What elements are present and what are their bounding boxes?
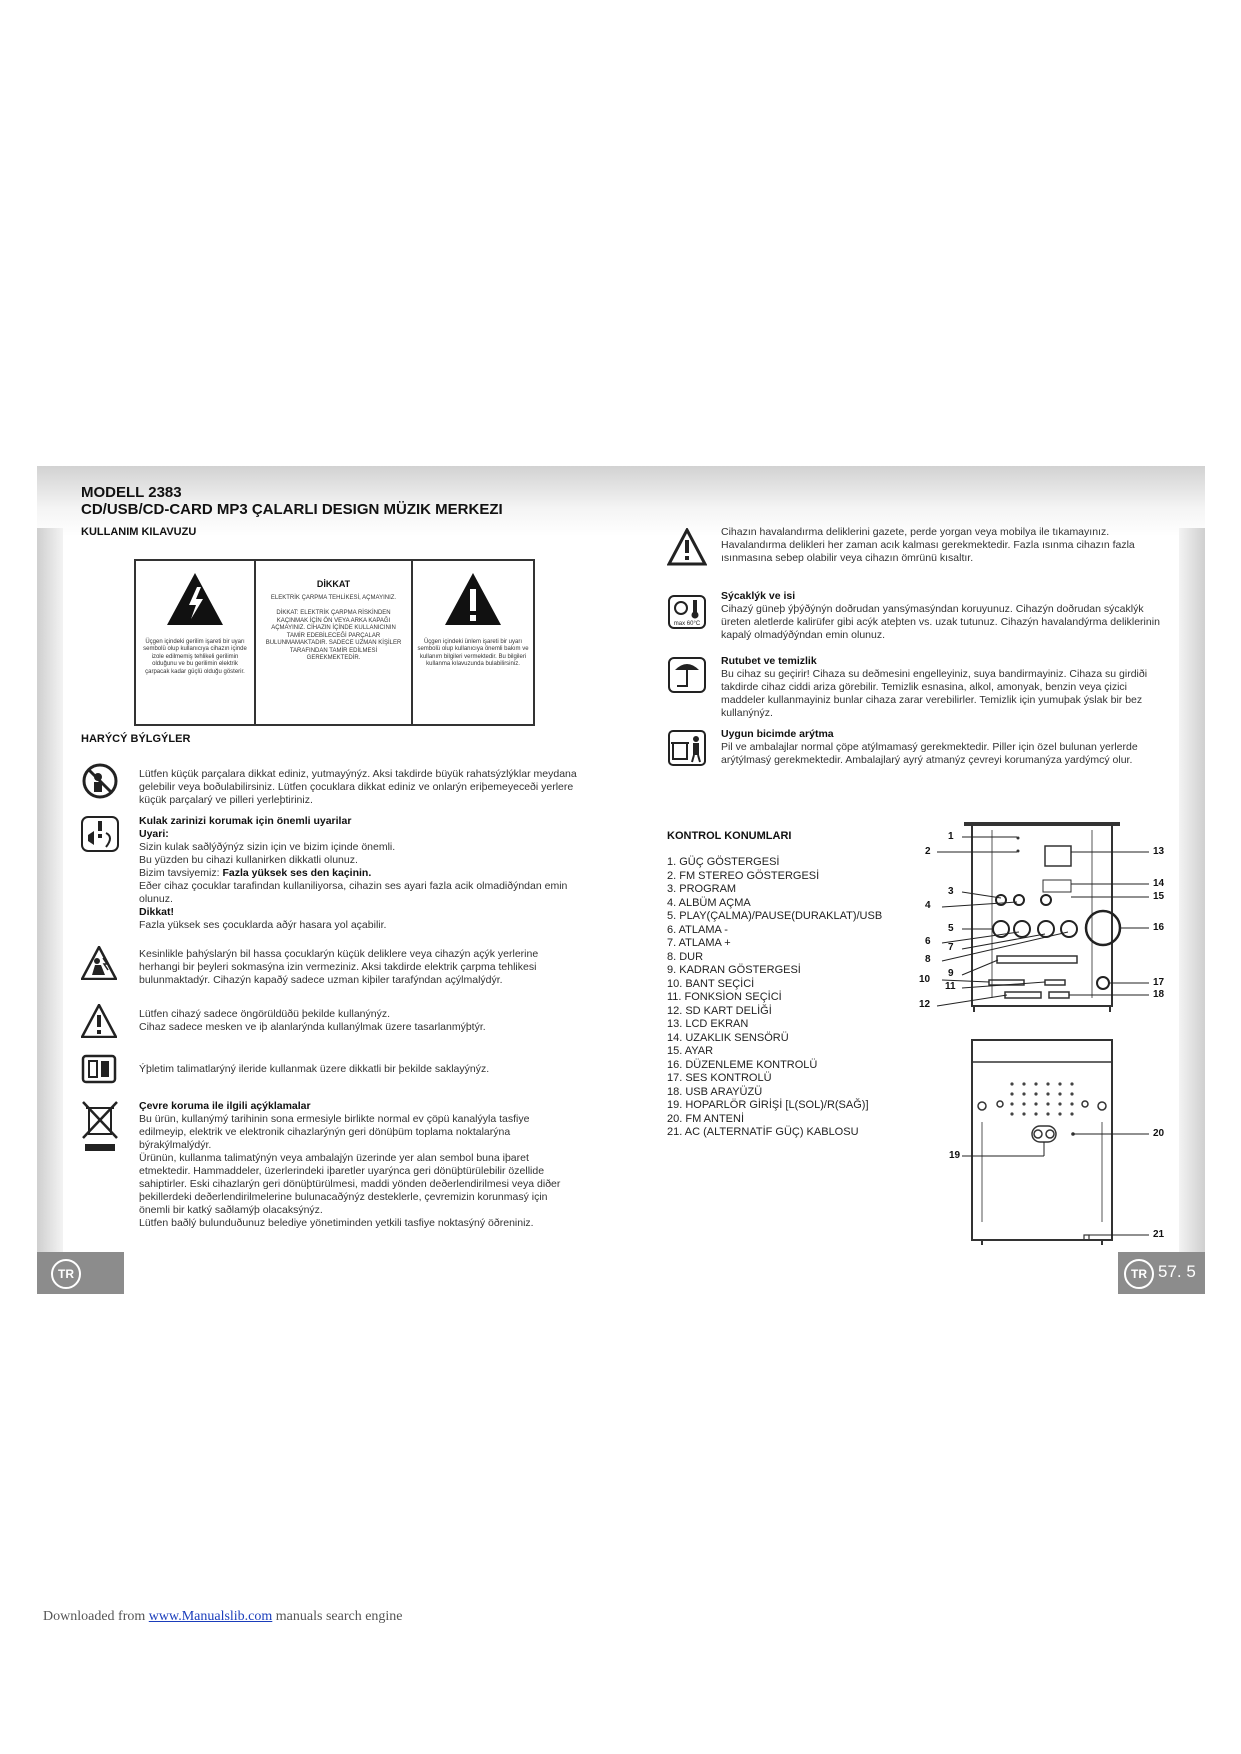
control-item: 19. HOPARLÖR GİRİŞİ [L(SOL)/R(SAĞ)] [667,1099,869,1111]
disposal-text: Pil ve ambalajlar normal çöpe atýlmamasý gerekmektedir. Piller için özel bulunan yerlerde arýtýlmasý gerekmektedir. Ambalajlarý ayrý atmanýz çevreyi korumanýza yardýmcý olur. [721,741,1138,766]
intended-use-line-1: Lütfen cihazý sadece öngörüldüðü þekilde kullanýnýz. [139,1008,391,1020]
front-view-diagram [937,822,1149,1012]
controls-list [667,856,882,1140]
callout-19: 19 [949,1150,961,1161]
keep-manual-text: Ýþletim talimatlarýný ileride kullanmak üzere dikkatli bir þekilde saklayýnýz. [139,1063,490,1075]
warning-box [134,559,535,726]
warning-title: DİKKAT [316,579,351,589]
tr-badge-right: TR [1124,1259,1154,1289]
ear-warning-uyari: Uyari: [139,828,169,840]
back-view-diagram [962,1040,1149,1245]
callout-4: 4 [925,900,931,911]
right-margin-strip [1179,528,1205,1258]
ear-line-1: Sizin kulak saðlýðýnýz sizin için ve bizim içinde önemli. [139,841,396,853]
humidity-title: Rutubet ve temizlik [721,655,817,667]
control-item: 3. PROGRAM [667,883,737,895]
control-item: 1. GÜÇ GÖSTERGESİ [667,856,780,868]
control-item: 17. SES KONTROLÜ [667,1072,772,1084]
control-item: 16. DÜZENLEME KONTROLÜ [667,1058,818,1071]
environment-title: Çevre koruma ile ilgili açýklamalar [139,1100,311,1112]
callout-13: 13 [1153,846,1165,857]
model-title: MODELL 2383 [81,484,182,501]
warning-mid-line2: DİKKAT: ELEKTRİK ÇARPMA RİSKİNDEN KAÇINMAK İÇİN ÖN VEYA ARKA KAPAĞI AÇMAYINIZ. CİHAZIN İÇİNDE KULLANICININ TAMİR EDEBİLECEĞİ PARÇALAR BULUNMAMAKTADIR. SADECE UZMAN KİŞİLER TARAFINDAN TAMİR EDİLMESİ GEREKMEKTEDİR. [265,610,402,661]
intended-use-line-2: Cihaz sadece mesken ve iþ alanlarýnda kullanýlmak üzere tasarlanmýþtýr. [139,1021,486,1033]
footer-suffix: manuals search engine [272,1609,403,1624]
info-heading: HARÝCÝ BÝLGÝLER [81,733,191,745]
left-page-badge-bar [37,1252,124,1294]
warning-cell-left [136,561,256,724]
weee-bin-icon [81,1098,119,1154]
control-item: 8. DUR [667,950,704,963]
openings-text: Kesinlikle þahýslarýn bil hassa çocuklarýn küçük deliklere veya cihazýn açýk yerlerine herhangi bir þeyleri sokmasýna izin vermeziniz. Aksi takdirde elektrik çarpma tehlikesi bulunmaktadýr. Cihazýn kapaðý sadece uzman kiþiler tarafýndan açýlmalýdýr. [139,948,539,986]
heat-text: Cihazý güneþ ýþýðýnýn doðrudan yansýmasýndan koruyunuz. Cihazýn doðrudan sýcaklýk üreten aletlerde kalirüfer gibi acýk ateþten vs. uzak tutunuz. Cihazýn havalandýrma deliklerinin kapalý olmadýðýndan emin olunuz. [721,603,1160,641]
environment-block [139,1100,579,1230]
small-parts-text: Lütfen küçük parçalara dikkat ediniz, yutmayýnýz. Aksi takdirde büyük rahatsýzlýklar meydana gelebilir veya boðulabilirsiniz. Lütfen çocuklara dikkat ediniz ve onlarýn eriþemeyeceði yerlere küçük parçalarý ve pilleri yerleþtiriniz. [139,768,577,806]
usage-heading: KULLANIM KILAVUZU [81,526,197,538]
environment-text-2: Ürünün, kullanma talimatýnýn veya ambalajýn üzerinde yer alan sembol buna iþaret etmektedir. Hammaddeler, üzerlerindeki iþaretler uyarýnca geri dönüþtürülebilir özellide sahiptirler. Eski cihazlarýn geri dönüþtürülmesi, maddi yönden deðerlendirilmesi veya diðer þekillerdeki deðerlendirilmelerine bulunacaðýnýz desteklerle, çevremizin korunmasý için önemli bir katký saðlamýþ olacaksýnýz. [139,1152,561,1216]
control-item: 13. LCD EKRAN [667,1018,749,1030]
control-item: 4. ALBÜM AÇMA [667,896,751,909]
download-footer [43,1609,403,1625]
temperature-icon [667,594,707,630]
warning-mid-line1: ELEKTRİK ÇARPMA TEHLİKESİ, AÇMAYINIZ. [270,594,397,601]
warning-left-text: Üçgen içindeki gerilim işareti bir uyarı sembolü olup kullanıcıya cihazın içinde izole edilmemiş tehlikeli gerilimin olduğunu ve bu gerilimin elektrik çarpacak kadar güçlü olduğu gösterir. [143,638,247,675]
control-item: 10. BANT SEÇİCİ [667,977,755,990]
callout-10: 10 [919,974,931,985]
callout-21: 21 [1153,1229,1165,1240]
footer-prefix: Downloaded from [43,1609,149,1624]
ear-warning-dikkat: Dikkat! [139,906,175,918]
exclamation-warning-icon [443,571,503,627]
ventilation-text: Cihazın havalandırma deliklerini gazete, perde yorgan veya mobilya ile tıkamayınız. Havalandırma delikleri her zaman acık kalması gerekmektedir. Fazla ısınma cihazın fazla ısınmasına sebep olabilir veya cihazın ömrünü kısaltır. [721,526,1135,564]
control-item: 5. PLAY(ÇALMA)/PAUSE(DURAKLAT)/USB [667,910,883,922]
callout-8: 8 [925,954,931,965]
control-item: 6. ATLAMA - [667,923,728,936]
ear-line-5: Fazla yüksek ses çocuklarda aðýr hasara yol açabilir. [139,919,387,931]
environment-text-1: Bu ürün, kullanýmý tarihinin sona ermesiyle birlikte normal ev çöpü kanalýyla tasfiye edilmeyip, elektrik ve elektronik cihazlarýnýn geri dönüþüm toplama noktalarýna býrakýlmalýdýr. [139,1113,530,1151]
electric-hazard-child-icon [81,946,117,980]
control-item: 2. FM STEREO GÖSTERGESİ [667,869,820,882]
callout-20: 20 [1153,1128,1165,1139]
callout-2: 2 [925,846,931,857]
environment-text-3: Lütfen baðlý bulunduðunuz belediye yönetiminden yetkili tasfiye noktasýný öðreniniz. [139,1217,534,1229]
ear-line-4: Eðer cihaz çocuklar tarafindan kullaniliyorsa, cihazin ses ayari fazla acik olmadiðýndan emin olunuz. [139,880,568,905]
control-item: 11. FONKSİON SEÇİCİ [667,991,782,1003]
callout-14: 14 [1153,878,1165,889]
disposal-block [721,728,1161,767]
heat-title: Sýcaklýk ve isi [721,590,796,602]
callout-9: 9 [948,968,954,979]
caution-triangle-icon [81,1004,117,1038]
heat-block [721,590,1161,642]
callout-16: 16 [1153,922,1165,933]
lightning-warning-icon [165,571,225,627]
control-item: 7. ATLAMA + [667,937,731,949]
ear-warning-icon [80,815,120,853]
callout-12: 12 [919,999,931,1010]
callout-18: 18 [1153,989,1165,1000]
control-item: 21. AC (ALTERNATİF GÜÇ) KABLOSU [667,1126,859,1138]
control-item: 12. SD KART DELİĞİ [667,1004,772,1017]
left-margin-strip [37,528,63,1258]
control-item: 18. USB ARAYÜZÜ [667,1085,763,1098]
manual-spread [37,466,1205,1299]
no-small-parts-icon [81,762,119,800]
ear-warning-block [139,815,579,932]
tr-badge-left: TR [51,1259,81,1289]
callout-3: 3 [948,886,954,897]
manualslib-link[interactable]: www.Manualslib.com [148,1609,273,1624]
callout-17: 17 [1153,977,1165,988]
warning-cell-middle [256,561,413,724]
right-page-badge-bar [1118,1252,1205,1294]
control-item: 9. KADRAN GÖSTERGESİ [667,964,801,976]
humidity-text: Bu cihaz su geçirir! Cihaza su deðmesini engelleyiniz, suya bandirmayiniz. Cihaza su girdiði takdirde cihaz ciddi ariza görebilir. Temizlik esnasina, alkol, amonyak, benzin veya çizici maddeler kullanmayiniz bunlar cihaza zarar verebilirler. Temizlik için yumuþak ýslak bir bez kullanýnýz. [721,668,1148,719]
water-drop-icon [667,656,707,694]
product-title: CD/USB/CD-CARD MP3 ÇALARLI DESIGN MÜZIK MERKEZI [81,501,503,518]
page-number: 57. 5 [1158,1262,1196,1281]
callout-7: 7 [948,942,954,953]
control-item: 14. UZAKLIK SENSÖRÜ [667,1031,789,1044]
control-item: 20. FM ANTENİ [667,1112,745,1125]
disposal-title: Uygun bicimde arýtma [721,728,834,740]
control-item: 15. AYAR [667,1045,714,1057]
device-diagrams [867,822,1167,1252]
max-temp-label: max 60°C [673,621,701,627]
callout-11: 11 [945,981,956,992]
ear-line-3: Bizim tavsiyemiz: Fazla yüksek ses den kaçinin. [139,867,372,879]
ear-line-2: Bu yüzden bu cihazi kullanirken dikkatli olunuz. [139,854,358,866]
manual-book-icon [81,1054,117,1084]
callout-5: 5 [948,923,954,934]
callout-6: 6 [925,936,931,947]
battery-disposal-icon [667,729,707,767]
callout-15: 15 [1153,891,1165,902]
callout-1: 1 [948,831,954,842]
intended-use-block [139,1008,579,1034]
ventilation-warning-icon [667,528,707,566]
controls-heading: KONTROL KONUMLARI [667,830,792,842]
warning-cell-right [413,561,533,724]
warning-right-text: Üçgen içindeki ünlem işareti bir uyarı sembolü olup kullanıcıya önemli bakım ve kullanım bilgileri vermektedir. Bu bilgileri kullanma kılavuzunda bulabilirsiniz. [417,638,529,667]
ear-warning-title: Kulak zarinizi korumak için önemli uyarilar [139,815,352,827]
humidity-block [721,655,1161,720]
